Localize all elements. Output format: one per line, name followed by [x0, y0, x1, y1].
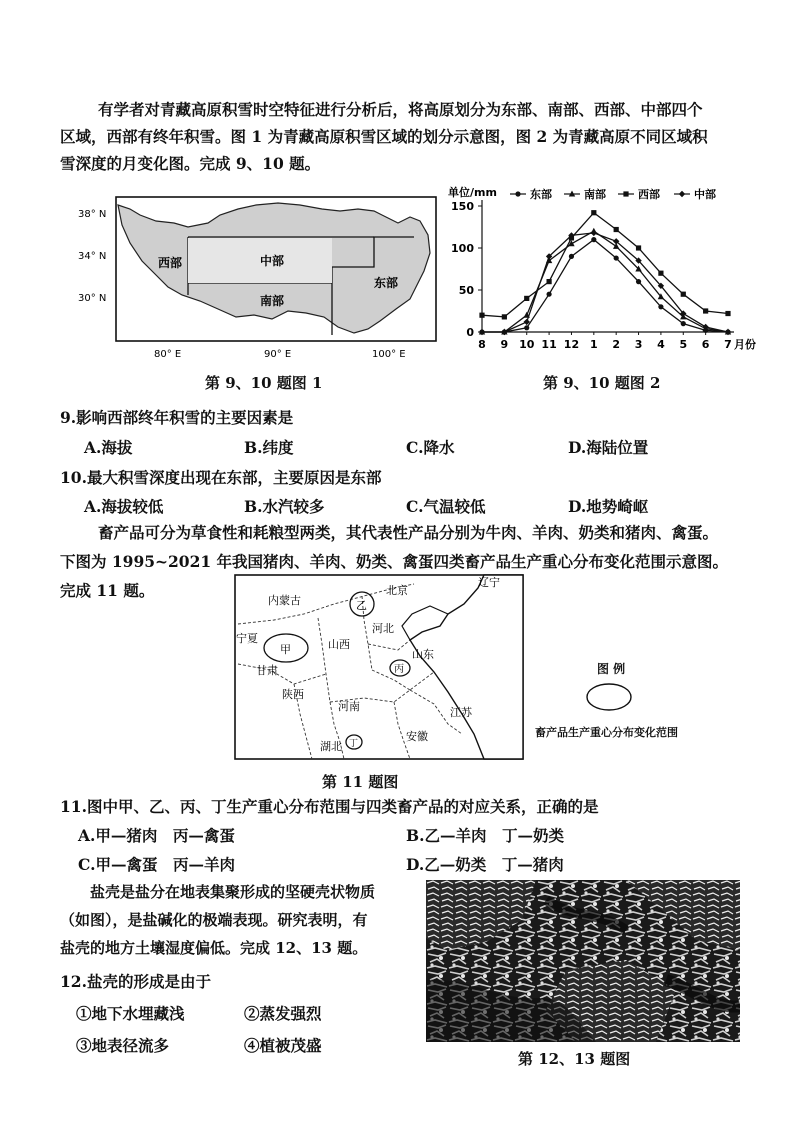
intro-11-line2: 下图为 1995~2021 年我国猪肉、羊肉、奶类、禽蛋四类畜产品生产重心分布变化范围示意图。 — [60, 552, 729, 571]
series-point — [524, 325, 529, 330]
series-point — [658, 271, 663, 276]
series-point — [546, 279, 551, 284]
province-jiangsu: 江苏 — [450, 706, 472, 719]
x-tick-label: 4 — [657, 338, 665, 351]
q10-stem: 10.最大积雪深度出现在东部，主要原因是东部 — [60, 468, 382, 487]
province-henan: 河南 — [338, 700, 360, 713]
intro-9-10-line1: 有学者对青藏高原积雪时空特征进行分析后，将高原划分为东部、南部、西部、中部四个 — [98, 100, 703, 119]
q9-option-c[interactable]: C.降水 — [406, 438, 455, 457]
q10-option-c[interactable]: C.气温较低 — [406, 497, 486, 516]
province-liaoning: 辽宁 — [478, 576, 500, 589]
province-gansu: 甘肃 — [256, 664, 278, 677]
intro-11-line3: 完成 11 题。 — [60, 581, 155, 600]
chart-axes — [451, 200, 734, 351]
intro-12-13-line3: 盐壳的地方土壤湿度偏低。完成 12、13 题。 — [60, 939, 368, 957]
series-point — [569, 254, 574, 259]
q12-option-4[interactable]: ④植被茂盛 — [244, 1036, 322, 1055]
chart-x-suffix: 月份 — [734, 338, 756, 351]
q12-option-1[interactable]: ①地下水埋藏浅 — [76, 1004, 185, 1023]
series-point — [703, 308, 708, 313]
marker-yi: 乙 — [356, 599, 367, 612]
q11-option-d[interactable]: D.乙—奶类 丁—猪肉 — [406, 855, 564, 874]
series-point — [636, 279, 641, 284]
salt-crust-photo — [426, 880, 740, 1042]
province-hebei: 河北 — [372, 622, 394, 635]
fig3-legend-label: 畜产品生产重心分布变化范围 — [535, 726, 678, 739]
series-point — [591, 230, 597, 236]
series-point — [502, 314, 507, 319]
series-point — [591, 237, 596, 242]
q9-option-d[interactable]: D.海陆位置 — [568, 438, 649, 457]
region-south: 南部 — [260, 294, 285, 308]
q12-stem: 12.盐壳的形成是由于 — [60, 972, 211, 991]
x-tick-label: 8 — [478, 338, 486, 351]
region-west: 西部 — [158, 256, 183, 270]
y-tick-label: 50 — [458, 284, 474, 297]
province-anhui: 安徽 — [406, 730, 428, 743]
series-point — [725, 311, 730, 316]
province-ningxia: 宁夏 — [236, 632, 258, 645]
q11-option-b[interactable]: B.乙—羊肉 丁—奶类 — [406, 826, 564, 845]
q12-option-3[interactable]: ③地表径流多 — [76, 1036, 170, 1055]
lon-label-80: 80° E — [154, 349, 182, 360]
x-tick-label: 5 — [679, 338, 688, 351]
x-tick-label: 9 — [500, 338, 509, 351]
region-central: 中部 — [260, 254, 285, 268]
series-point — [614, 227, 619, 232]
x-tick-label: 6 — [701, 338, 710, 351]
x-tick-label: 12 — [563, 338, 580, 351]
fig1-map — [78, 195, 440, 365]
legend-label: 东部 — [530, 188, 552, 201]
fig2-chart — [448, 186, 770, 361]
q9-stem: 9.影响西部终年积雪的主要因素是 — [60, 408, 294, 427]
lon-label-90: 90° E — [264, 349, 292, 360]
x-tick-label: 2 — [612, 338, 621, 351]
series-point — [681, 321, 686, 326]
series-line-4 — [482, 233, 728, 332]
chart-unit-label: 单位/mm — [448, 186, 497, 199]
marker-jia: 甲 — [280, 643, 291, 656]
series-point — [636, 245, 641, 250]
chart-legend — [510, 187, 716, 201]
q10-option-b[interactable]: B.水汽较多 — [244, 497, 325, 516]
intro-9-10 — [60, 96, 750, 177]
chart-series — [479, 210, 731, 335]
fig2-caption: 第 9、10 题图 2 — [543, 374, 661, 392]
series-point — [658, 304, 663, 309]
series-point — [614, 255, 619, 260]
q9-option-b[interactable]: B.纬度 — [244, 438, 294, 457]
fig3-legend-symbol — [584, 682, 634, 712]
lat-label-34: 34° N — [78, 251, 107, 262]
lon-label-100: 100° E — [372, 349, 406, 360]
q12-option-2[interactable]: ②蒸发强烈 — [244, 1004, 322, 1023]
province-shaanxi: 陕西 — [282, 688, 304, 701]
legend-marker — [515, 191, 520, 196]
x-tick-label: 11 — [541, 338, 557, 351]
series-point — [479, 313, 484, 318]
fig4-caption: 第 12、13 题图 — [518, 1050, 631, 1068]
q11-stem: 11.图中甲、乙、丙、丁生产重心分布范围与四类畜产品的对应关系，正确的是 — [60, 797, 599, 816]
legend-label: 西部 — [638, 188, 660, 201]
x-tick-label: 3 — [634, 338, 643, 351]
lat-label-30: 30° N — [78, 293, 107, 304]
q10-option-d[interactable]: D.地势崎岖 — [568, 497, 649, 516]
intro-9-10-line2: 区域，西部有终年积雪。图 1 为青藏高原积雪区域的划分示意图，图 2 为青藏高原不同区域积 — [60, 127, 708, 146]
q9-option-a[interactable]: A.海拔 — [84, 438, 133, 457]
q11-option-a[interactable]: A.甲—猪肉 丙—禽蛋 — [78, 826, 235, 845]
series-point — [591, 210, 596, 215]
series-point — [546, 292, 551, 297]
province-shanxi: 山西 — [328, 638, 350, 651]
marker-bing: 丙 — [394, 664, 404, 675]
y-tick-label: 150 — [451, 200, 474, 213]
series-point — [681, 292, 686, 297]
series-point — [524, 296, 529, 301]
fig1-caption: 第 9、10 题图 1 — [205, 374, 323, 392]
x-tick-label: 10 — [519, 338, 535, 351]
marker-ding: 丁 — [349, 739, 359, 749]
region-east: 东部 — [374, 276, 399, 290]
intro-12-13-line2: （如图），是盐碱化的极端表现。研究表明，有 — [60, 911, 368, 929]
lat-label-38: 38° N — [78, 209, 107, 220]
fig3-caption: 第 11 题图 — [322, 773, 399, 791]
fig3-legend-title: 图 例 — [597, 662, 626, 676]
fig3-map — [234, 574, 524, 760]
legend-label: 南部 — [584, 188, 606, 201]
province-shandong: 山东 — [412, 648, 434, 661]
x-tick-label: 7 — [724, 338, 732, 351]
intro-12-13-line1: 盐壳是盐分在地表集聚形成的坚硬壳状物质 — [90, 883, 376, 901]
intro-12-13 — [60, 878, 420, 962]
y-tick-label: 100 — [451, 242, 474, 255]
q10-option-a[interactable]: A.海拔较低 — [84, 497, 164, 516]
series-line-3 — [482, 213, 728, 317]
legend-marker — [679, 191, 685, 197]
intro-9-10-line3: 雪深度的月变化图。完成 9、10 题。 — [60, 154, 321, 173]
legend-label: 中部 — [694, 188, 716, 201]
province-hubei: 湖北 — [320, 740, 342, 753]
province-neimenggu: 内蒙古 — [268, 594, 301, 607]
y-tick-label: 0 — [466, 326, 474, 339]
q11-option-c[interactable]: C.甲—禽蛋 丙—羊肉 — [78, 855, 235, 874]
province-beijing: 北京 — [386, 584, 408, 597]
series-line-2 — [482, 231, 728, 332]
x-tick-label: 1 — [589, 338, 598, 351]
legend-marker — [623, 191, 628, 196]
intro-11-line1: 畜产品可分为草食性和耗粮型两类，其代表性产品分别为牛肉、羊肉、奶类和猪肉、禽蛋。 — [98, 523, 719, 542]
